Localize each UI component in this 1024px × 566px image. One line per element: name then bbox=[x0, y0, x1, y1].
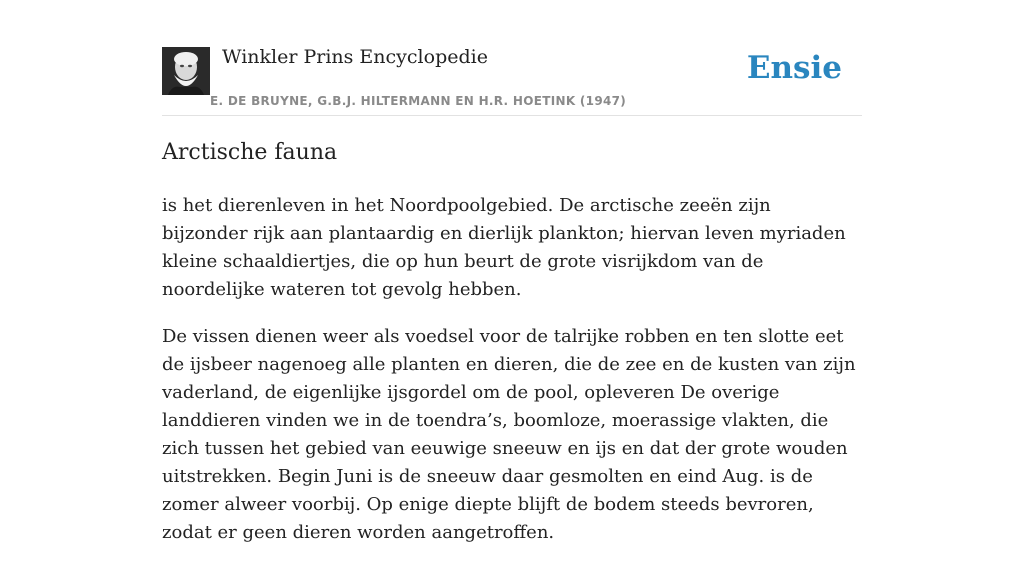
book-header bbox=[162, 40, 862, 116]
entry-paragraph: De vissen dienen weer als voedsel voor de talrijke robben en ten slotte eet de ijsbeer nagenoeg alle planten en dieren, die de zee en de kusten van zijn vaderland, de eigenlijke ijsgordel om de pool, opleveren De overige landdieren vinden we in de toendra’s, boomloze, moerassige vlakten, die zich tussen het gebied van eeuwige sneeuw en ijs en dat der grote wouden uitstrekken. Begin Juni is de sneeuw daar gesmolten en eind Aug. is de zomer alweer voorbij. Op enige diepte blijft de bodem steeds bevroren, zodat er geen dieren worden aangetroffen. bbox=[162, 326, 856, 543]
book-authors: E. DE BRUYNE, G.B.J. HILTERMANN EN H.R. HOETINK (1947) bbox=[210, 94, 627, 108]
entry-title: Arctische fauna bbox=[162, 140, 338, 165]
entry-body bbox=[162, 192, 862, 566]
entry-paragraph: is het dierenleven in het Noordpoolgebied. De arctische zeeën zijn bijzonder rijk aan plantaardig en dierlijk plankton; hiervan leven myriaden kleine schaaldiertjes, die op hun beurt de grote visrijkdom van de noordelijke wateren tot gevolg hebben. bbox=[162, 195, 846, 300]
ensie-logo-link[interactable]: Ensie bbox=[746, 50, 842, 86]
author-portrait-icon[interactable] bbox=[162, 47, 210, 95]
book-title[interactable]: Winkler Prins Encyclopedie bbox=[222, 46, 488, 68]
